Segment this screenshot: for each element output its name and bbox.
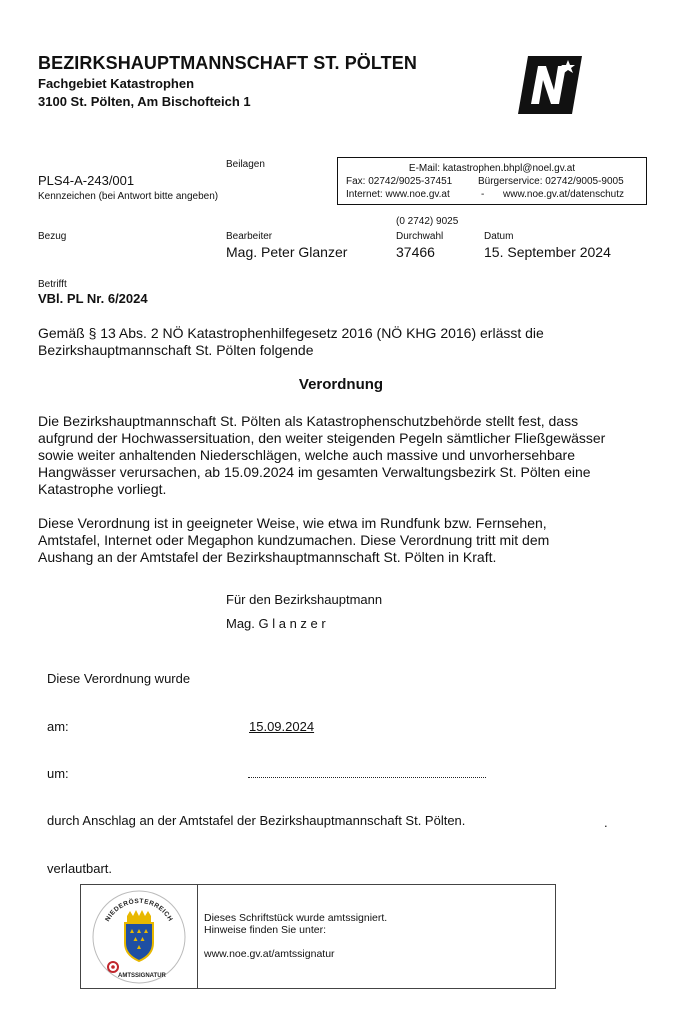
signature-divider <box>197 885 198 988</box>
betrifft-value: VBl. PL Nr. 6/2024 <box>38 291 148 306</box>
contact-email[interactable]: E-Mail: katastrophen.bhpl@noel.gv.at <box>408 163 576 174</box>
amtssignatur-seal-icon <box>91 889 187 985</box>
signature-line-1: Dieses Schriftstück wurde amtssigniert. <box>204 912 388 924</box>
document-heading: Verordnung <box>298 376 384 393</box>
paragraph-1: Die Bezirkshauptmannschaft St. Pölten als Katastrophenschutzbehörde stellt fest, dass aufgrund der Hochwassersituation, den weiter steigenden Pegeln sämtlicher Fließgewässer sowie weiter anhaltenden Niederschlägen, welche auch massive und unvorhersehbare Hangwässer verursachen, ab 15.09.2024 im gesamten Verwaltungsbezirk St. Pölten eine Katastrophe vorliegt. <box>38 413 606 497</box>
um-dotted-line <box>248 777 486 778</box>
anschlag-mark: . <box>604 815 608 830</box>
verlautbart-text: verlautbart. <box>47 861 113 876</box>
department-name: Fachgebiet Katastrophen <box>38 76 195 91</box>
datum-label: Datum <box>484 231 514 242</box>
signature-url[interactable]: www.noe.gv.at/amtssignatur <box>204 948 335 960</box>
signoff-line-1: Für den Bezirkshauptmann <box>226 592 383 607</box>
kennzeichen-hint: Kennzeichen (bei Antwort bitte angeben) <box>38 191 219 202</box>
anschlag-text: durch Anschlag an der Amtstafel der Bezirkshauptmannschaft St. Pölten. <box>47 813 466 828</box>
signoff-line-2: Mag. G l a n z e r <box>226 616 326 631</box>
contact-separator: - <box>481 189 485 200</box>
contact-box <box>337 157 647 205</box>
am-label: am: <box>47 719 69 734</box>
am-value: 15.09.2024 <box>249 719 315 734</box>
phone-prefix: (0 2742) 9025 <box>396 216 459 227</box>
seal-bottom-text: AMTSSIGNATUR <box>118 973 166 979</box>
contact-datenschutz[interactable]: www.noe.gv.at/datenschutz <box>503 189 624 200</box>
publication-intro: Diese Verordnung wurde <box>47 671 191 686</box>
beilagen-label: Beilagen <box>226 159 265 170</box>
datum-value: 15. September 2024 <box>484 244 611 260</box>
kennzeichen-value: PLS4-A-243/001 <box>38 173 135 188</box>
signature-line-2: Hinweise finden Sie unter: <box>204 924 326 936</box>
bearbeiter-label: Bearbeiter <box>226 231 273 242</box>
amtssignatur-box <box>80 884 556 989</box>
contact-internet[interactable]: Internet: www.noe.gv.at <box>346 189 450 200</box>
contact-buergerservice: Bürgerservice: 02742/9005-9005 <box>478 176 624 187</box>
authority-title: BEZIRKSHAUPTMANNSCHAFT ST. PÖLTEN <box>38 53 417 73</box>
seal-top-text: NIEDERÖSTERREICH <box>104 897 174 923</box>
contact-fax: Fax: 02742/9025-37451 <box>346 176 453 187</box>
durchwahl-value: 37466 <box>396 244 435 260</box>
bezug-label: Bezug <box>38 231 67 242</box>
betrifft-label: Betrifft <box>38 279 67 290</box>
paragraph-2: Diese Verordnung ist in geeigneter Weise, wie etwa im Rundfunk bzw. Fernsehen, Amtstafel, Internet oder Megaphon kundzumachen. Diese Verordnung tritt mit dem Aushang an der Amtstafel der Bezirkshauptmannschaft St. Pölten in Kraft. <box>38 515 550 565</box>
intro-paragraph: Gemäß § 13 Abs. 2 NÖ Katastrophenhilfegesetz 2016 (NÖ KHG 2016) erlässt die Bezirkshauptmannschaft St. Pölten folgende <box>38 325 544 358</box>
um-label: um: <box>47 766 69 781</box>
noe-n-logo-icon <box>518 56 582 114</box>
durchwahl-label: Durchwahl <box>396 231 444 242</box>
authority-address: 3100 St. Pölten, Am Bischofteich 1 <box>38 94 251 109</box>
bearbeiter-value: Mag. Peter Glanzer <box>226 244 348 260</box>
